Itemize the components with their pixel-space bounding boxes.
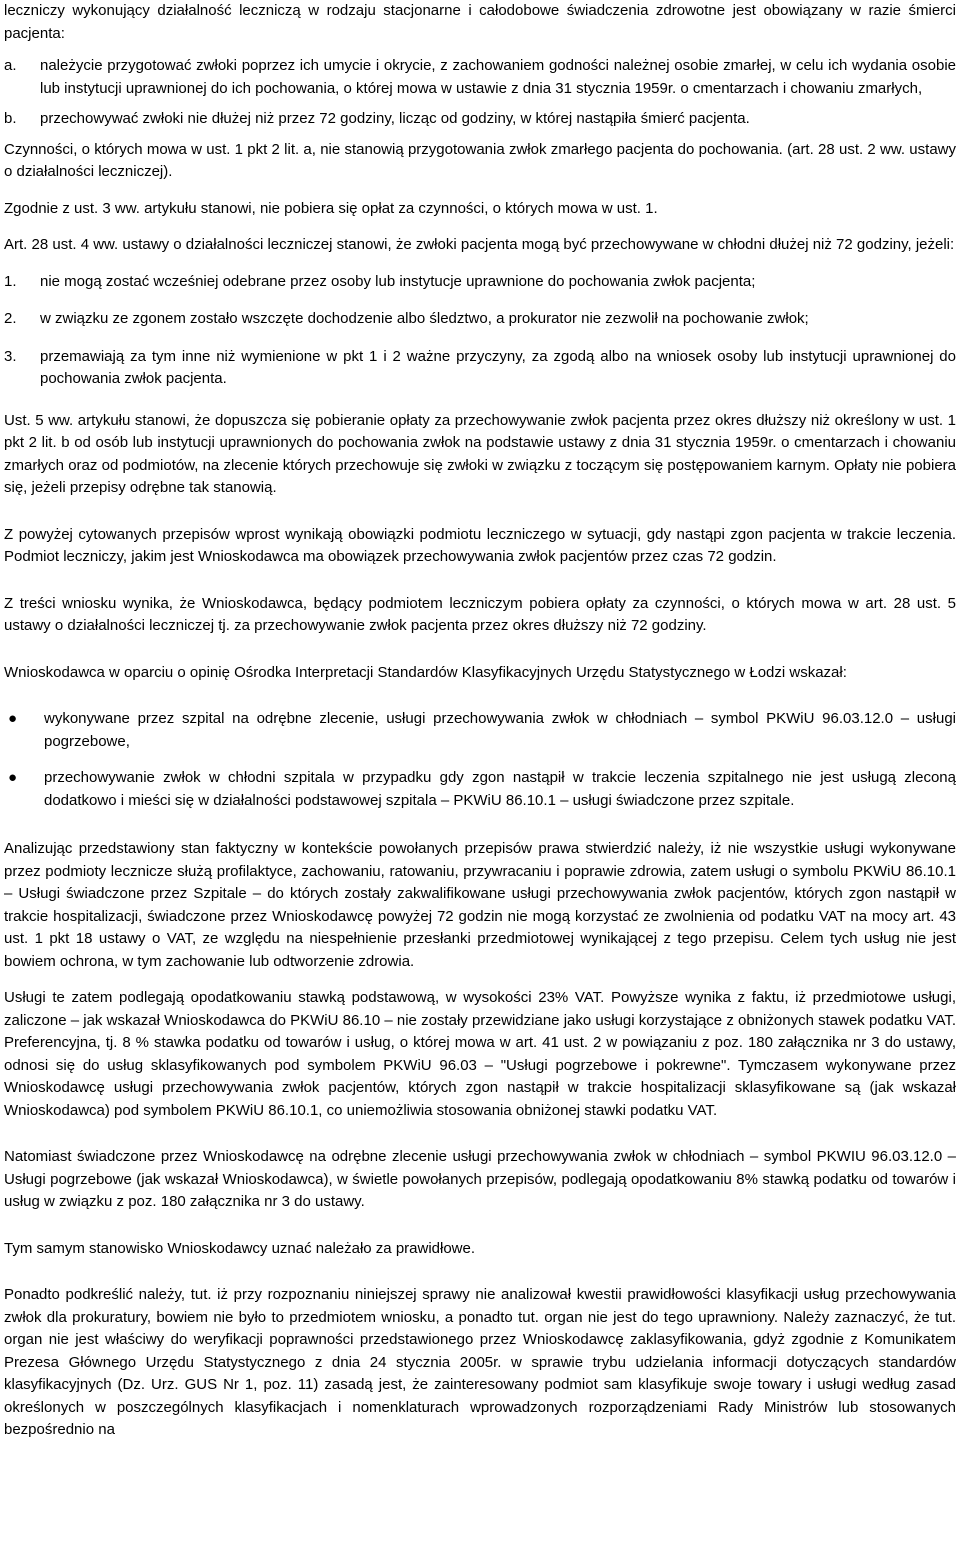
list-item-text: przemawiają za tym inne niż wymienione w pkt 1 i 2 ważne przyczyny, za zgodą albo na wniosek osoby lub instytucji uprawnionej do pochowania zwłok pacjenta. bbox=[40, 347, 956, 387]
bullet-icon: ● bbox=[8, 769, 18, 786]
list-item bbox=[4, 271, 956, 294]
paragraph-analizujac: Analizując przedstawiony stan faktyczny w kontekście powołanych przepisów prawa stwierdzić należy, iż nie wszystkie usługi wykonywane przez podmioty lecznicze służą profilaktyce, zachowaniu, ratowaniu, przywracaniu i poprawie zdrowia, zatem usługi o symbolu PKWiU 86.10.1 – Usługi świadczone przez Szpitale – do których zostały zakwalifikowane usługi przechowywania zwłok pacjentów, których zgon nastąpił w trakcie hospitalizacji, świadczone przez Wnioskodawcę powyżej 72 godzin nie mogą korzystać ze zwolnienia od podatku VAT na mocy art. 43 ust. 1 pkt 18 ustawy o VAT, ze względu na niespełnienie przesłanki przedmiotowej wynikającej z tego przepisu. Celem tych usług nie jest bowiem ochrona, w tym zachowanie lub odtworzenie zdrowia. bbox=[4, 840, 956, 970]
paragraph-czynnosci: Czynności, o których mowa w ust. 1 pkt 2 lit. a, nie stanowią przygotowania zwłok zmarłego pacjenta do pochowania. (art. 28 ust. 2 ww. ustawy o działalności leczniczej). bbox=[4, 140, 956, 180]
list-item bbox=[4, 708, 956, 753]
paragraph-tresci: Z treści wniosku wynika, że Wnioskodawca, będący podmiotem leczniczym pobiera opłaty za czynności, o których mowa w art. 28 ust. 5 ustawy o działalności leczniczej tj. za przechowywanie zwłok pacjenta przez okres dłuższy niż 72 godziny. bbox=[4, 594, 956, 634]
paragraph-art28: Art. 28 ust. 4 ww. ustawy o działalności leczniczej stanowi, że zwłoki pacjenta mogą być przechowywane w chłodni dłużej niż 72 godziny, jeżeli: bbox=[4, 236, 955, 253]
list-item bbox=[4, 308, 956, 331]
numbered-list bbox=[4, 271, 956, 391]
list-item bbox=[4, 767, 956, 812]
paragraph-ust5: Ust. 5 ww. artykułu stanowi, że dopuszcza się pobieranie opłaty za przechowywanie zwłok pacjenta przez okres dłuższy niż określony w ust. 1 pkt 2 lit. b od osób lub instytucji uprawnionych do pochowania zwłok na podstawie ustawy z dnia 31 stycznia 1959r. o cmentarzach i chowaniu zmarłych oraz od podmiotów, na zlecenie których przechowuje się zwłoki w związku z toczącym się postępowaniem karnym. Opłaty nie pobiera się, jeżeli przepisy odrębne tak stanowią. bbox=[4, 411, 956, 496]
list-item-text: nie mogą zostać wcześniej odebrane przez osoby lub instytucje uprawnione do pochowania zwłok pacjenta; bbox=[40, 272, 756, 290]
list-marker: 2. bbox=[4, 310, 17, 327]
list-item bbox=[4, 55, 956, 100]
list-item-text: wykonywane przez szpital na odrębne zlecenie, usługi przechowywania zwłok w chłodniach – symbol PKWiU 96.03.12.0 – usługi pogrzebowe, bbox=[44, 710, 956, 750]
list-item bbox=[4, 108, 956, 131]
intro-paragraph: leczniczy wykonujący działalność leczniczą w rodzaju stacjonarne i całodobowe świadczenia zdrowotne jest obowiązany w razie śmierci pacjenta: bbox=[4, 2, 956, 42]
list-item-text: w związku ze zgonem zostało wszczęte dochodzenie albo śledztwo, a prokurator nie zezwolił na pochowanie zwłok; bbox=[40, 310, 809, 327]
paragraph-powyzej: Z powyżej cytowanych przepisów wprost wynikają obowiązki podmiotu leczniczego w sytuacji, gdy nastąpi zgon pacjenta w trakcie leczenia. Podmiot leczniczy, jakim jest Wnioskodawca ma obowiązek przechowywania zwłok pacjentów przez czas 72 godzin. bbox=[4, 525, 956, 565]
list-item-text: należycie przygotować zwłoki poprzez ich umycie i okrycie, z zachowaniem godności należnej osobie zmarłej, w celu ich wydania osobie lub instytucji uprawnionej do ich pochowania, o której mowa w ustawie z dnia 31 stycznia 1959r. o cmentarzach i chowaniu zmarłych, bbox=[40, 57, 956, 97]
list-item-text: przechowywać zwłoki nie dłużej niż przez 72 godziny, licząc od godziny, w której nastąpiła śmierć pacjenta. bbox=[40, 110, 750, 127]
list-marker: 3. bbox=[4, 347, 17, 365]
paragraph-zgodnie: Zgodnie z ust. 3 ww. artykułu stanowi, nie pobiera się opłat za czynności, o których mowa w ust. 1. bbox=[4, 199, 658, 217]
alpha-list bbox=[4, 55, 956, 131]
paragraph-oparciu: Wnioskodawca w oparciu o opinię Ośrodka Interpretacji Standardów Klasyfikacyjnych Urzędu Statystycznego w Łodzi wskazał: bbox=[4, 663, 847, 681]
list-item-text: przechowywanie zwłok w chłodni szpitala w przypadku gdy zgon nastąpił w trakcie leczenia szpitalnego nie jest usługą zleconą dodatkowo i mieści się w działalności podstawowej szpitala – PKWiU 86.10.1 – usługi świadczone przez szpitale. bbox=[44, 769, 956, 809]
paragraph-natomiast: Natomiast świadczone przez Wnioskodawcę na odrębne zlecenie usługi przechowywania zwłok w chłodniach – symbol PKWIU 96.03.12.0 – Usługi pogrzebowe (jak wskazał Wnioskodawca), w świetle powołanych przepisów, podlegają opodatkowaniu 8% stawką podatku od towarów i usług w związku z poz. 180 załącznika nr 3 do ustawy. bbox=[4, 1148, 956, 1210]
bullet-icon: ● bbox=[8, 710, 18, 727]
paragraph-tym: Tym samym stanowisko Wnioskodawcy uznać należało za prawidłowe. bbox=[4, 1239, 476, 1257]
list-marker: b. bbox=[4, 110, 17, 127]
list-marker: 1. bbox=[4, 272, 17, 290]
paragraph-uslugi: Usługi te zatem podlegają opodatkowaniu stawką podstawową, w wysokości 23% VAT. Powyższe wynika z faktu, iż przedmiotowe usługi, zaliczone – jak wskazał Wnioskodawca do PKWiU 86.10 – nie zostały przewidziane jako usługi korzystające z obniżonych stawek podatku VAT. Preferencyjna, tj. 8 % stawka podatku od towarów i usług, o której mowa w art. 41 ust. 2 w powiązaniu z poz. 180 załącznika nr 3 do ustawy, odnosi się do usług sklasyfikowanych pod symbolem PKWiU 96.03 – "Usługi pogrzebowe i pokrewne". Tymczasem wykonywane przez Wnioskodawcę usługi przechowywania zwłok pacjentów, których zgon nastąpił w trakcie hospitalizacji sklasyfikowane są (jak wskazał Wnioskodawca) pod symbolem PKWiU 86.10.1, co uniemożliwia stosowania obniżonej stawki podatku VAT. bbox=[4, 989, 956, 1119]
list-marker: a. bbox=[4, 57, 17, 74]
paragraph-ponadto: Ponadto podkreślić należy, tut. iż przy rozpoznaniu niniejszej sprawy nie analizował kwestii prawidłowości klasyfikacji usług przechowywania zwłok dla prokuratury, bowiem nie było to przedmiotem wniosku, a ponadto tut. organ nie jest do tego uprawniony. Należy zaznaczyć, że tut. organ nie jest właściwy do weryfikacji poprawności przedstawionego przez Wnioskodawcę zaklasyfikowania, gdyż zgodnie z Komunikatem Prezesa Głównego Urzędu Statystycznego z dnia 24 stycznia 2005r. w sprawie trybu udzielania informacji dotyczących standardów klasyfikacyjnych (Dz. Urz. GUS Nr 1, poz. 11) zasadą jest, że zainteresowany podmiot sam klasyfikuje swoje towary i usługi według zasad określonych w poszczególnych klasyfikacjach i nomenklaturach wprowadzonych rozporządzeniami Rady Ministrów lub stosowanych bezpośrednio na bbox=[4, 1286, 956, 1438]
list-item bbox=[4, 346, 956, 391]
bullet-list bbox=[4, 708, 956, 812]
